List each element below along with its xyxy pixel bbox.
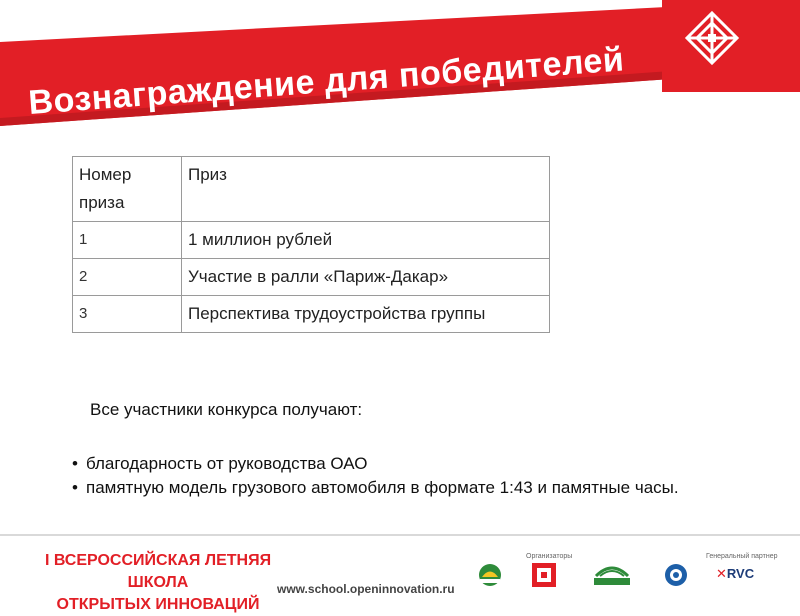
prize-name: 1 миллион рублей: [182, 222, 550, 259]
partner-name: RVC: [726, 566, 755, 581]
bullet-icon: •: [72, 454, 78, 473]
list-item: [70, 452, 710, 476]
prize-number: 3: [73, 296, 182, 333]
management-company-logo-icon: [592, 562, 632, 588]
benefit-text: памятную модель грузового автомобиля в формате 1:43 и памятные часы.: [86, 478, 679, 497]
table-row: [73, 259, 550, 296]
table-row: [73, 222, 550, 259]
footer-school-title: [14, 550, 302, 616]
header-prize-number: Номер приза: [73, 157, 182, 222]
organizers-label: Организаторы: [526, 553, 573, 560]
academy-logo-icon: [656, 562, 696, 588]
general-partner-label: Генеральный партнер: [706, 553, 778, 560]
prize-number: 2: [73, 259, 182, 296]
open-innovation-logo-icon: [526, 562, 566, 588]
footer-url[interactable]: www.school.openinnovation.ru: [277, 582, 455, 596]
bashkortostan-emblem-icon: [470, 562, 510, 588]
benefits-intro: Все участники конкурса получают:: [90, 400, 363, 419]
list-item: [70, 476, 710, 500]
general-partner-logo: [716, 566, 754, 582]
slide-title: Вознаграждение для победителей: [27, 40, 626, 123]
header-prize: Приз: [182, 157, 550, 222]
benefit-text: благодарность от руководства ОАО: [86, 454, 368, 473]
ornament-logo-icon: [684, 10, 740, 66]
rvc-mark-icon: ✕: [716, 566, 727, 581]
table-row: [73, 296, 550, 333]
footer-title-line: I ВСЕРОССИЙСКАЯ ЛЕТНЯЯ ШКОЛА: [44, 552, 272, 591]
table-header-row: [73, 157, 550, 222]
footer-divider: [0, 534, 800, 536]
prize-name: Перспектива трудоустройства группы: [182, 296, 550, 333]
prize-number: 1: [73, 222, 182, 259]
prize-name: Участие в ралли «Париж-Дакар»: [182, 259, 550, 296]
footer-title-line: ОТКРЫТЫХ ИННОВАЦИЙ: [56, 596, 260, 613]
prize-table: [72, 156, 550, 333]
bullet-icon: •: [72, 478, 78, 497]
benefits-list: [70, 452, 710, 500]
